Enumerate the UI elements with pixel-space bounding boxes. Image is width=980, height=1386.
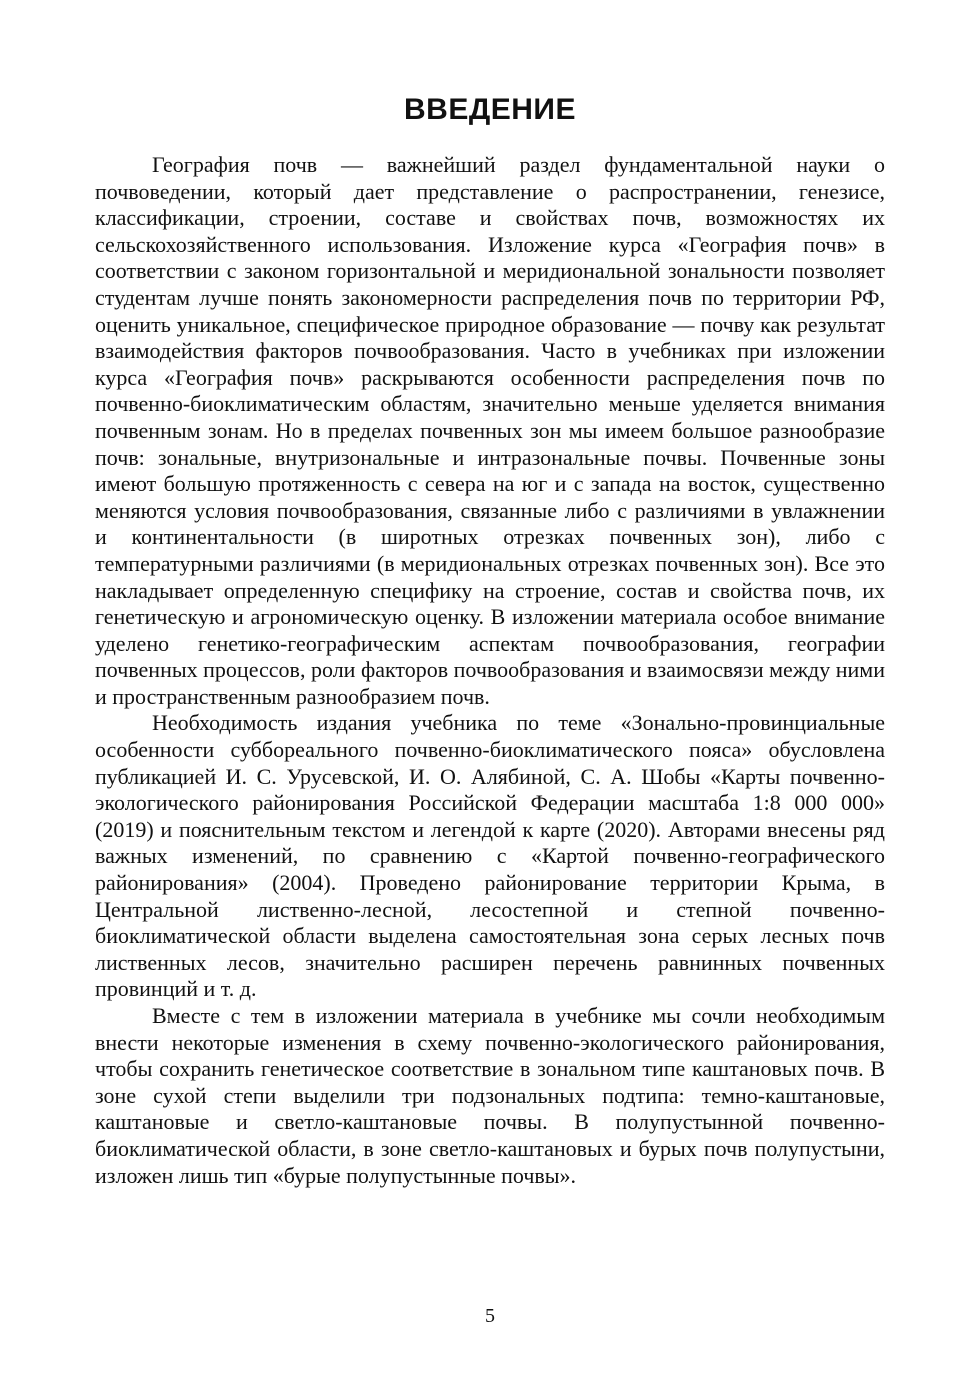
page-content: [95, 90, 885, 1189]
paragraph: Необходимость издания учебника по теме «Зонально-провинциальные особенности суббореального почвенно-биоклиматического пояса» обусловлена публикацией И. С. Урусевской, И. О. Алябиной, С. А. Шобы «Карты почвенно-экологического районирования Российской Федерации масштаба 1:8 000 000» (2019) и пояснительным текстом и легендой к карте (2020). Авторами внесены ряд важных изменений, по сравнению с «Картой почвенно-географического районирования» (2004). Проведено районирование территории Крыма, в Центральной лиственно-лесной, лесостепной и степной почвенно-биоклиматической области выделена самостоятельная зона серых лесных почв лиственных лесов, значительно расширен перечень равнинных почвенных провинций и т. д.: [95, 710, 885, 1002]
paragraph: Вместе с тем в изложении материала в учебнике мы сочли необходимым внести некоторые изменения в схему почвенно-экологического районирования, чтобы сохранить генетическое соответствие в зональном типе каштановых почв. В зоне сухой степи выделили три подзональных подтипа: темно-каштановые, каштановые и светло-каштановые почвы. В полупустынной почвенно-биоклиматической области, в зоне светло-каштановых и бурых почв полупустыни, изложен лишь тип «бурые полупустынные почвы».: [95, 1003, 885, 1188]
page-number: 5: [485, 1305, 495, 1327]
paragraph: География почв — важнейший раздел фундаментальной науки о почвоведении, который дает представление о распространении, генезисе, классификации, строении, составе и свойствах почв, возможностях их сельскохозяйственного использования. Изложение курса «География почв» в соответствии с законом горизонтальной и меридиональной зональности позволяет студентам лучше понять закономерности распределения почв по территории РФ, оценить уникальное, специфическое природное образование — почву как результат взаимодействия факторов почвообразования. Часто в учебниках при изложении курса «География почв» раскрываются особенности распределения почв по почвенно-биоклиматическим областям, значительно меньше уделяется внимания почвенным зонам. Но в пределах почвенных зон мы имеем большое разнообразие почв: зональные, внутризональные и интразональные почвы. Почвенные зоны имеют большую протяженность с севера на юг и с запада на восток, существенно меняются условия почвообразования, связанные либо с различиями в увлажнении и континентальности (в широтных отрезках почвенных зон), либо с температурными различиями (в меридиональных отрезках почвенных зон). Все это накладывает определенную специфику на строение, состав и свойства почв, их генетическую и агрономическую оценку. В изложении материала особое внимание уделено генетико-географическим аспектам почвообразования, географии почвенных процессов, роли факторов почвообразования и взаимосвязи между ними и пространственным разнообразием почв.: [95, 152, 885, 709]
page-title: ВВЕДЕНИЕ: [404, 93, 576, 126]
